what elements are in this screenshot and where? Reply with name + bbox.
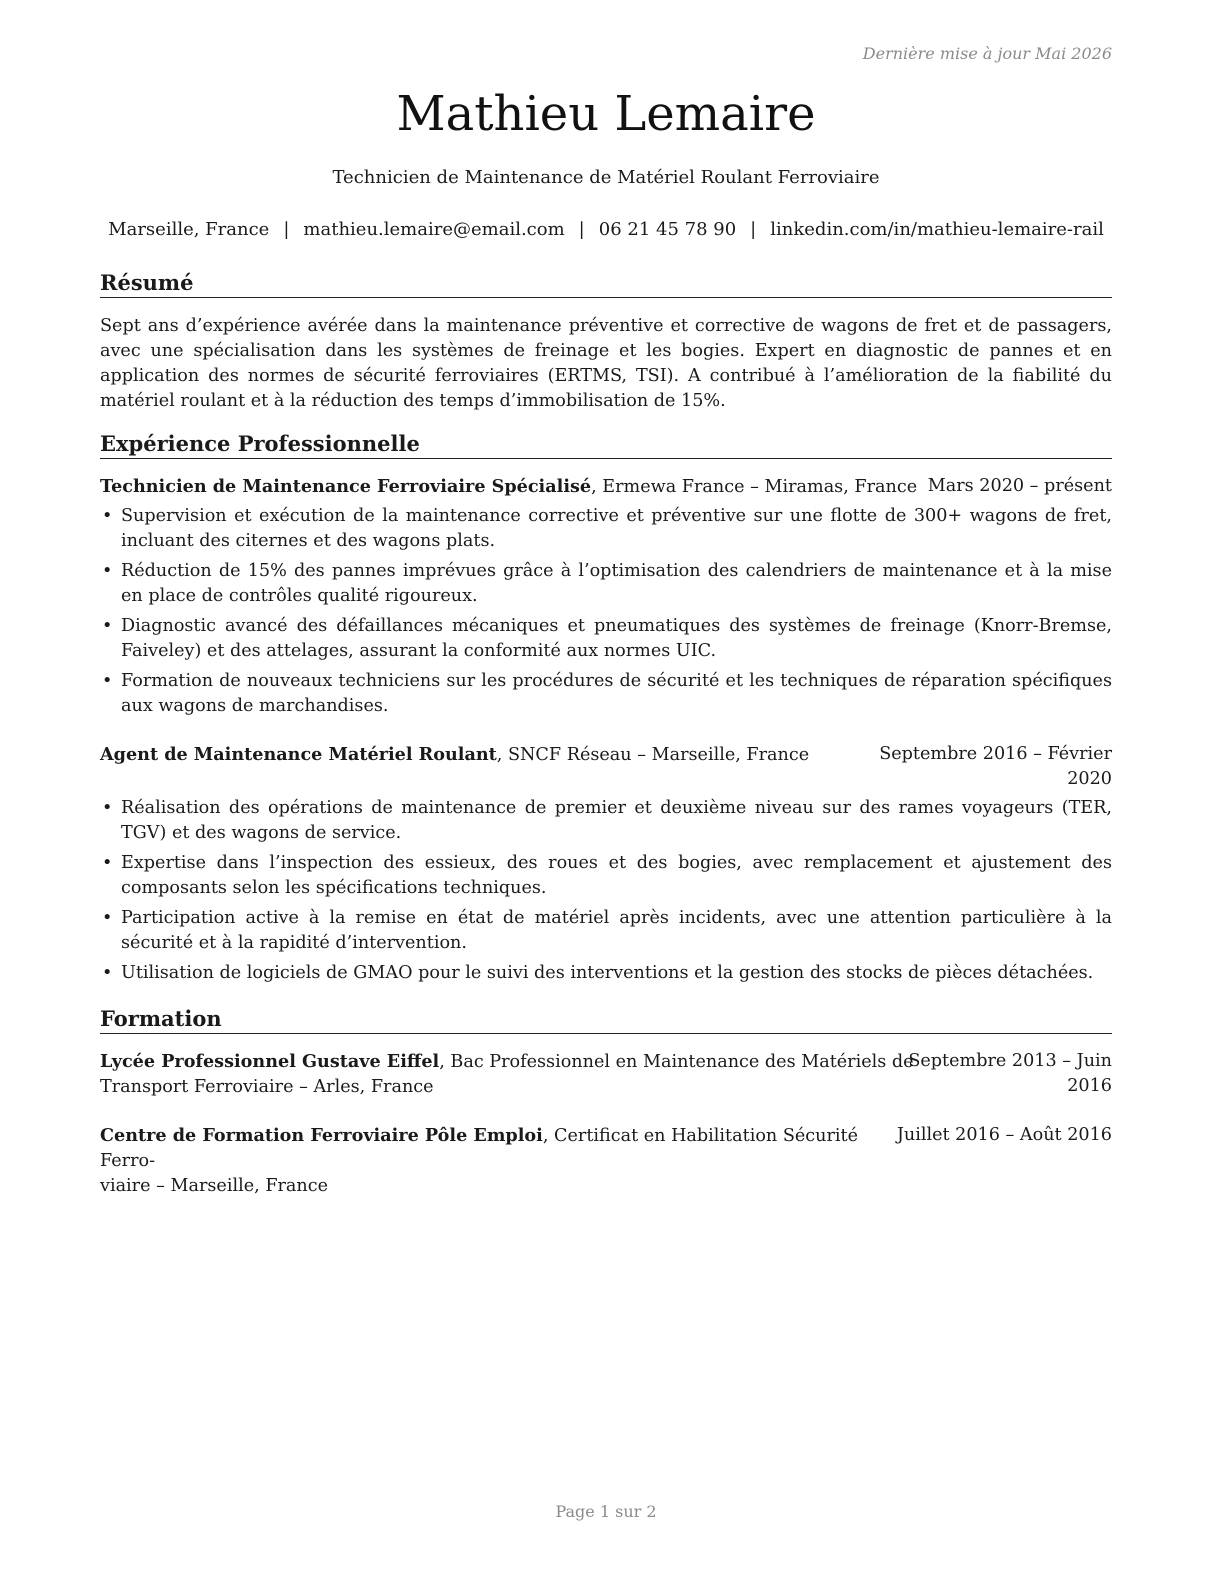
list-item: • Utilisation de logiciels de GMAO pour le suivi des interventions et la gestion des stocks de pièces détachées. (100, 961, 1112, 986)
job-dates-line: Septembre 2016 – Février (879, 744, 1112, 764)
summary-heading: Résumé (100, 270, 1112, 298)
job-dates: Mars 2020 – présent (927, 476, 1112, 496)
contact-email[interactable]: mathieu.lemaire@email.com (303, 219, 565, 240)
summary-text: Sept ans d’expérience avérée dans la maintenance préventive et corrective de wagons de fret et de passagers, avec une spécialisation dans les systèmes de freinage et les bogies. Expert en diagnostic de pannes et en application des normes de sécurité ferroviaires (ERTMS, TSI). A contribué à l’amélioration de la fiabilité du matériel roulant et à la réduction des temps d’immobilisation de 15%. (100, 316, 1112, 411)
job-bullets (100, 504, 1112, 724)
education-dates-line: 2016 (1067, 1076, 1112, 1096)
education-entry (100, 1123, 1112, 1196)
job-title: Agent de Maintenance Matériel Roulant (100, 744, 497, 765)
degree-location: Transport Ferroviaire – Arles, France (100, 1077, 434, 1097)
last-updated: Dernière mise à jour Mai 2026 (862, 44, 1112, 63)
contact-line (100, 219, 1112, 240)
education-heading: Formation (100, 1006, 1112, 1034)
education-dates: Juillet 2016 – Août 2016 (896, 1125, 1112, 1145)
contact-linkedin[interactable]: linkedin.com/in/mathieu-lemaire-rail (770, 219, 1104, 240)
list-item: • Diagnostic avancé des défaillances mécaniques et pneumatiques des systèmes de freinage (Knorr-Bremse, Faiveley) et des attelages, assurant la conformité aux normes UIC. (100, 614, 1112, 664)
education-dates-line: Septembre 2013 – Juin (908, 1051, 1112, 1071)
experience-heading: Expérience Professionnelle (100, 431, 1112, 459)
school-name: Centre de Formation Ferroviaire Pôle Emploi (100, 1125, 543, 1146)
education-entry (100, 1049, 1112, 1099)
certificate: , Certificat en Habilitation Sécurité Ferro- (100, 1126, 859, 1171)
list-item: • Formation de nouveaux techniciens sur les procédures de sécurité et les techniques de réparation spécifiques aux wagons de marchandises. (100, 669, 1112, 719)
candidate-name: Mathieu Lemaire (396, 86, 816, 142)
school-name: Lycée Professionnel Gustave Eiffel (100, 1051, 440, 1072)
education-dates (908, 1049, 1112, 1099)
job-dates-line: 2020 (1067, 769, 1112, 789)
job-title: Technicien de Maintenance de Matériel Roulant Ferroviaire (332, 167, 880, 188)
list-item: • Réduction de 15% des pannes imprévues grâce à l’optimisation des calendriers de maintenance et à la mise en place de contrôles qualité rigoureux. (100, 559, 1112, 609)
contact-location: Marseille, France (108, 219, 270, 240)
job-employer: , SNCF Réseau – Marseille, France (496, 745, 810, 765)
list-item: • Participation active à la remise en état de matériel après incidents, avec une attention particulière à la sécurité et à la rapidité d’intervention. (100, 906, 1112, 956)
contact-separator: | (750, 219, 757, 240)
list-item: • Expertise dans l’inspection des essieux, des roues et des bogies, avec remplacement et ajustement des composants selon les spécifications techniques. (100, 851, 1112, 901)
job-employer: , Ermewa France – Miramas, France (591, 477, 918, 497)
degree: , Bac Professionnel en Maintenance des Matériels de (439, 1052, 914, 1072)
job-dates (879, 742, 1112, 792)
job-bullets (100, 796, 1112, 991)
list-item: • Supervision et exécution de la maintenance corrective et préventive sur une flotte de 300+ wagons de fret, incluant des citernes et des wagons plats. (100, 504, 1112, 554)
contact-phone: 06 21 45 78 90 (598, 219, 737, 240)
resume-page (100, 0, 1112, 1584)
page-number: Page 1 sur 2 (555, 1502, 657, 1521)
certificate-location: viaire – Marseille, France (100, 1176, 329, 1196)
job-title: Technicien de Maintenance Ferroviaire Spécialisé (100, 476, 592, 497)
list-item: • Réalisation des opérations de maintenance de premier et deuxième niveau sur des rames voyageurs (TER, TGV) et des wagons de service. (100, 796, 1112, 846)
contact-separator: | (283, 219, 290, 240)
contact-separator: | (578, 219, 585, 240)
